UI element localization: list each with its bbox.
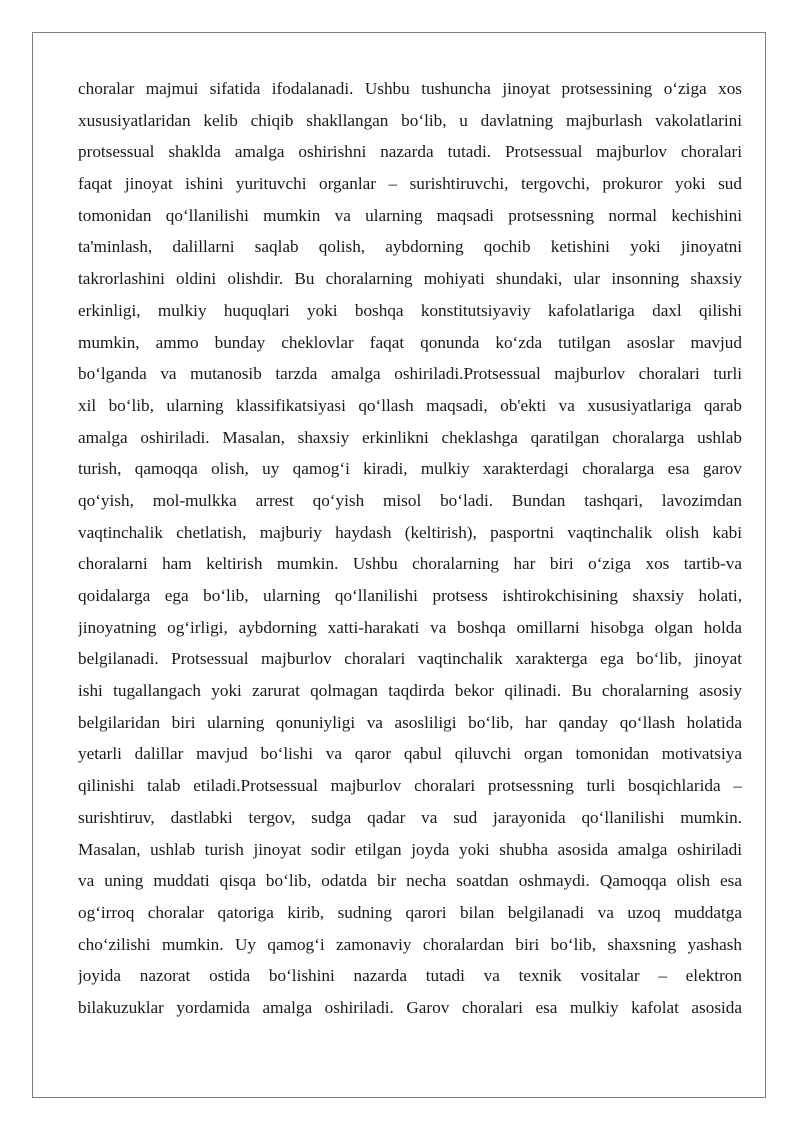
text-line: xil bo‘lib, ularning klassifikatsiyasi qo‘llash maqsadi, ob'ekti va xususiyatlariga qarab bbox=[78, 395, 742, 415]
text-line: mumkin, ammo bunday cheklovlar faqat qonunda ko‘zda tutilgan asoslar mavjud bbox=[78, 332, 742, 352]
text-line: cho‘zilishi mumkin. Uy qamog‘i zamonaviy choralardan biri bo‘lib, shaxsning yashash bbox=[78, 934, 742, 954]
text-line: Masalan, ushlab turish jinoyat sodir etilgan joyda yoki shubha asosida amalga oshiriladi bbox=[78, 839, 742, 859]
text-line: belgilanadi. Protsessual majburlov choralari vaqtinchalik xarakterga ega bo‘lib, jinoyat bbox=[78, 649, 742, 669]
text-line: surishtiruv, dastlabki tergov, sudga qadar va sud jarayonida qo‘llanilishi mumkin. bbox=[78, 807, 742, 827]
text-line: takrorlashini oldini olishdir. Bu choralarning mohiyati shundaki, ular insonning shaxsiy bbox=[78, 269, 742, 289]
text-line: protsessual shaklda amalga oshirishni nazarda tutadi. Protsessual majburlov choralari bbox=[78, 142, 742, 162]
text-line: amalga oshiriladi. Masalan, shaxsiy erkinlikni cheklashga qaratilgan choralarga ushlab bbox=[78, 427, 742, 447]
text-line: yetarli dalillar mavjud bo‘lishi va qaror qabul qiluvchi organ tomonidan motivatsiya bbox=[78, 744, 742, 764]
text-line: ta'minlash, dalillarni saqlab qolish, aybdorning qochib ketishini yoki jinoyatni bbox=[78, 237, 742, 257]
text-line: og‘irroq choralar qatoriga kirib, sudning qarori bilan belgilanadi va uzoq muddatga bbox=[78, 902, 742, 922]
text-line: ishi tugallangach yoki zarurat qolmagan taqdirda bekor qilinadi. Bu choralarning asosiy bbox=[78, 681, 742, 701]
text-line: belgilaridan biri ularning qonuniyligi va asosliligi bo‘lib, har qanday qo‘llash holatida bbox=[78, 712, 742, 732]
text-line: xususiyatlaridan kelib chiqib shakllangan bo‘lib, u davlatning majburlash vakolatlarini bbox=[78, 110, 742, 130]
text-line: bilakuzuklar yordamida amalga oshiriladi. Garov choralari esa mulkiy kafolat asosida bbox=[78, 997, 742, 1017]
text-line: choralarni ham keltirish mumkin. Ushbu choralarning har biri o‘ziga xos tartib-va bbox=[78, 554, 742, 574]
text-line: turish, qamoqqa olish, uy qamog‘i kiradi, mulkiy xarakterdagi choralarga esa garov bbox=[78, 459, 742, 479]
text-line: qoidalarga ega bo‘lib, ularning qo‘llanilishi protsess ishtirokchisining shaxsiy holati, bbox=[78, 586, 742, 605]
text-line: va uning muddati qisqa bo‘lib, odatda bir necha soatdan oshmaydi. Qamoqqa olish esa bbox=[78, 871, 742, 891]
text-line: joyida nazorat ostida bo‘lishini nazarda tutadi va texnik vositalar – elektron bbox=[78, 966, 742, 986]
text-line: vaqtinchalik chetlatish, majburiy haydash (keltirish), pasportni vaqtinchalik olish kabi bbox=[78, 522, 742, 542]
text-line: jinoyatning og‘irligi, aybdorning xatti-harakati va boshqa omillarni hisobga olgan holda bbox=[78, 617, 742, 637]
text-line: erkinligi, mulkiy huquqlari yoki boshqa konstitutsiyaviy kafolatlariga daxl qilishi bbox=[78, 300, 742, 320]
text-line: qilinishi talab etiladi.Protsessual majburlov choralari protsessning turli bosqichlarida – bbox=[78, 776, 742, 796]
text-line: faqat jinoyat ishini yurituvchi organlar – surishtiruvchi, tergovchi, prokuror yoki sud bbox=[78, 174, 742, 194]
text-line: choralar majmui sifatida ifodalanadi. Ushbu tushuncha jinoyat protsessining o‘ziga xos bbox=[78, 79, 742, 98]
text-line: bo‘lganda va mutanosib tarzda amalga oshiriladi.Protsessual majburlov choralari turli bbox=[78, 364, 742, 384]
text-line: qo‘yish, mol-mulkka arrest qo‘yish misol bo‘ladi. Bundan tashqari, lavozimdan bbox=[78, 490, 742, 510]
body-text bbox=[78, 73, 742, 1024]
text-line: tomonidan qo‘llanilishi mumkin va ularning maqsadi protsessning normal kechishini bbox=[78, 205, 742, 225]
